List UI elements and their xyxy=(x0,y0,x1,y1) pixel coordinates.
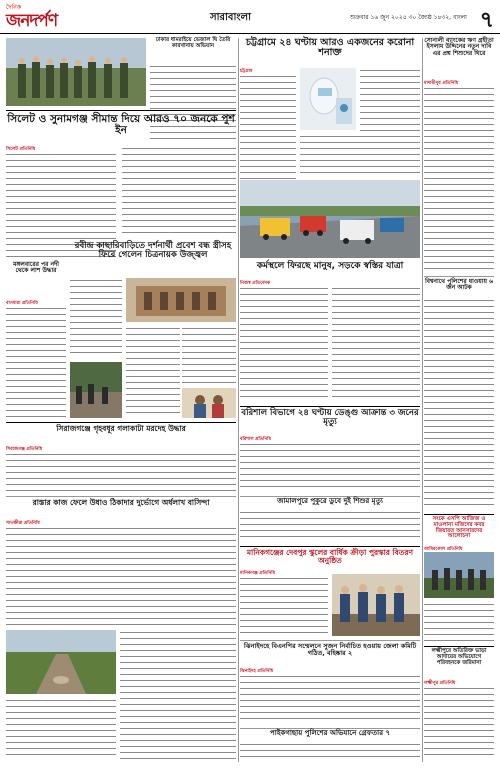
tagore-body-col2 xyxy=(126,326,180,418)
jhenaidah-byline: ঝিনাইদহ প্রতিনিধি xyxy=(240,669,274,674)
corpse-headline: মঙ্গলবারের পর নদী থেকে লাশ উদ্ধার xyxy=(13,261,59,275)
loan-headline: সোনালী ব্যাংকের ঋণ গ্রহীতা ইসলাম উদ্দিনের নতুন দাবি এর প্রশ্ন শিশুদের ঘিরে xyxy=(424,37,494,57)
bishwanath-headline: বিশ্বনাথে পুলিশের ধাওয়ায় ৬ জন আটক xyxy=(424,278,494,292)
column-rule xyxy=(422,38,423,762)
security-forces-photo xyxy=(6,38,146,106)
raid-headline: পাইকগাছায় পুলিশের অভিযানে গ্রেফতার ৭ xyxy=(269,729,391,737)
ctg-headline: চট্টগ্রামে ২৪ ঘণ্টায় আরও একজনের করোনা শনাক্ত xyxy=(245,37,415,58)
school-story xyxy=(240,546,420,568)
pond-headline: জামালপুরে পুকুরে ডুবে দুই শিশুর মৃত্যু xyxy=(277,497,383,505)
corpse-story xyxy=(6,262,66,298)
sirajganj-headline: সিরাজগঞ্জে গৃহবধূর গলাকাটা মরদেহ উদ্ধার xyxy=(56,424,186,433)
bishwanath-story xyxy=(424,276,494,296)
column-rule xyxy=(238,38,239,762)
kacharibari-photo xyxy=(126,278,236,322)
logo-tagline: দৈনিক xyxy=(6,4,22,11)
road-body-col2 xyxy=(120,630,236,760)
sirajganj-story xyxy=(6,422,236,444)
ctg-body-bottom xyxy=(300,134,420,178)
road-story xyxy=(6,496,236,518)
logo-title: জনদর্পণ xyxy=(6,11,58,31)
covid-test-photo xyxy=(300,68,356,130)
sirajganj-byline: সিরাজগঞ্জ প্রতিনিধি xyxy=(6,447,43,452)
workplace-body-col1 xyxy=(240,286,328,402)
raid-story xyxy=(240,728,420,740)
sylhet-body-col2 xyxy=(122,146,236,238)
visitor-photo xyxy=(182,388,236,418)
ctg-body-col3 xyxy=(360,68,420,138)
loan-story xyxy=(424,38,494,78)
ctg-story xyxy=(240,38,420,64)
ctg-byline: চট্টগ্রাম xyxy=(240,69,253,74)
bishwanath-body xyxy=(424,298,494,510)
jhenaidah-headline: ঝিনাইদহে বিএনপির সম্মেলনে সুজন নির্বাচিত হওয়ায় জেলা কমিটি গঠিত, বহিষ্কার ২ xyxy=(243,642,417,657)
newspaper-logo xyxy=(6,2,86,32)
loan-byline: মাদারীপুর প্রতিনিধি xyxy=(424,81,459,86)
road-byline: সাতক্ষীরা প্রতিনিধি xyxy=(6,521,40,526)
market-photo xyxy=(70,362,122,418)
tagore-body-col1 xyxy=(70,278,122,358)
tagore-body-col3 xyxy=(182,326,236,386)
sylhet-headline: সিলেট ও সুনামগঞ্জ সীমান্ত দিয়ে আরও ৭০ জনকে পুশ ইন xyxy=(7,113,235,137)
highway-traffic-photo xyxy=(240,180,420,258)
tagore-story xyxy=(70,242,236,276)
rent-byline: লক্ষ্মীপুর প্রতিনিধি xyxy=(424,681,456,686)
workplace-byline: নিজস্ব প্রতিবেদক xyxy=(240,281,271,286)
dengue-byline: বরিশাল প্রতিনিধি xyxy=(240,437,271,442)
workplace-story xyxy=(240,262,420,278)
corpse-body xyxy=(6,306,66,418)
loan-body xyxy=(424,86,494,272)
dateline: শুক্রবার ১৬ জুন ২০২৫ ৩০ জ্যৈষ্ঠ ১৪৩২, বাংলা xyxy=(350,14,467,21)
school-headline: মানিকগঞ্জের দেবপুর স্কুলের বার্ষিক ক্রীড়া পুরস্কার বিতরণ অনুষ্ঠিত xyxy=(246,548,414,565)
mosque-story xyxy=(424,514,494,544)
road-headline: রাস্তার কাজ ফেলে উধাও ঠিকাদার দুর্ভোগে অর্ধলাখ বাসিন্দা xyxy=(32,498,210,507)
tagore-headline: রবীন্দ্র কাছারিবাড়িতে দর্শনার্থী প্রবেশ বন্ধ স্ত্রীসহ ফিরে গেলেন চিত্রনায়ক উজ্জ্বল xyxy=(74,241,232,260)
ansar-photo xyxy=(424,552,494,598)
page-number: ৭ xyxy=(479,8,494,33)
masthead xyxy=(0,0,500,34)
dengue-headline: বরিশাল বিভাগে ২৪ ঘণ্টায় ডেঙ্গু আক্রান্ত ৩ জনের মৃত্যু xyxy=(241,408,419,427)
workplace-body-col2 xyxy=(332,286,420,402)
corpse-byline: বাগমারা প্রতিনিধি xyxy=(6,301,38,306)
raid-body xyxy=(240,742,420,760)
jhenaidah-body xyxy=(240,674,420,724)
mosque-body xyxy=(424,602,494,642)
rent-body xyxy=(424,686,494,760)
section-title: সারাবাংলা xyxy=(210,12,252,23)
pond-body xyxy=(240,510,420,542)
road-body xyxy=(6,526,236,626)
mosque-byline: আমিরকোল প্রতিনিধি xyxy=(424,547,463,552)
rent-story xyxy=(424,646,494,678)
workplace-headline: কর্মস্থলে ফিরছে মানুষ, সড়কে স্বস্তির যাত্রা xyxy=(256,261,404,271)
dhamrai-story xyxy=(150,38,236,66)
pond-story xyxy=(240,496,420,508)
rent-headline: লক্ষ্মীপুরে অতিরিক্ত ভাড়া আদায়ের অভিযোগে পরিবহনকে জরিমানা xyxy=(431,648,487,666)
dengue-body xyxy=(240,442,420,492)
broken-road-photo xyxy=(6,630,116,694)
dhamrai-headline: ঢাকার ধামরাইয়ে ভেজাল ঘি তৈরি কারখানায় অভিযান xyxy=(155,37,231,49)
sylhet-byline: সিলেট প্রতিনিধি xyxy=(6,147,36,152)
mosque-headline: সংকে এসপি আজিজ ও মাওলানা মজিদের কবর জিয়ারত আনসারদের আলোচনা xyxy=(432,516,486,540)
sylhet-story xyxy=(6,110,236,144)
school-byline: মানিকগঞ্জ প্রতিনিধি xyxy=(240,571,276,576)
school-body-col1 xyxy=(240,576,328,636)
jhenaidah-story xyxy=(240,640,420,666)
road-body-col3 xyxy=(6,698,116,760)
sirajganj-body xyxy=(6,452,236,492)
dengue-story xyxy=(240,406,420,434)
prize-giving-photo xyxy=(332,574,420,636)
